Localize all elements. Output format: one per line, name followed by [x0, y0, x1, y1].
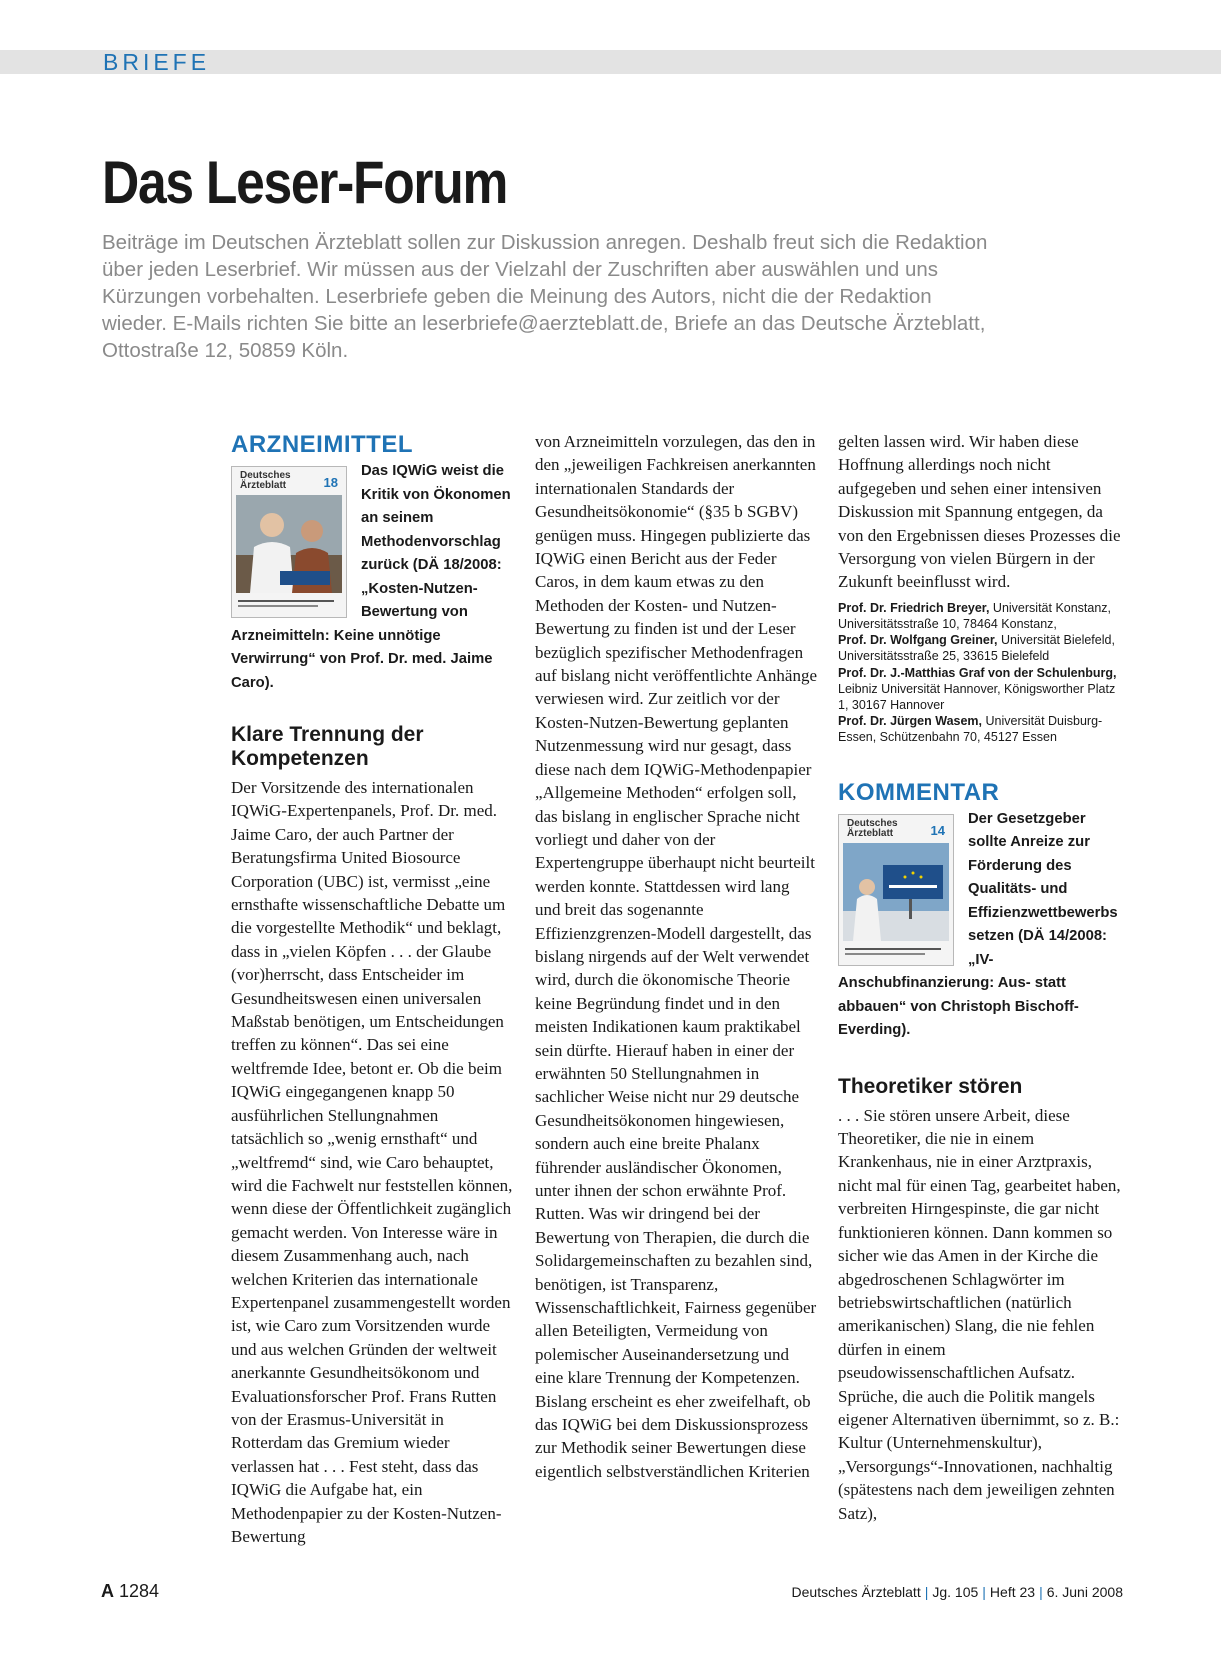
column-2: [535, 430, 819, 1483]
rubric-kommentar: KOMMENTAR: [838, 778, 1000, 806]
publication-info: Deutsches Ärzteblatt | Jg. 105 | Heft 23 | 6. Juni 2008: [791, 1584, 1123, 1600]
subheading-theoretiker: Theoretiker stören: [838, 1074, 1023, 1098]
column-3: [838, 430, 1122, 1525]
author-entry: Prof. Dr. Wolfgang Greiner, Universität Bielefeld, Universitätsstraße 25, 33615 Bielefeld: [838, 633, 1115, 664]
subheading-klare-trennung: Klare Trennung der Kompetenzen: [231, 723, 424, 770]
column-1: [231, 430, 515, 1548]
author-entry: Prof. Dr. Friedrich Breyer, Universität Konstanz, Universitätsstraße 10, 78464 Konstanz,: [838, 600, 1112, 632]
magazine-cover-18: [231, 466, 347, 618]
cover-title: Deutsches Ärzteblatt: [240, 470, 291, 491]
letter-body-part-2: von Arzneimitteln vorzulegen, das den in den „jeweiligen Fachkreisen anerkannten internationalen Standards der Gesundheitsökonomie“ (§35 b SGBV) genügen muss. Hingegen publizierte das IQWiG einen Bericht aus der Feder Caros, in dem kaum etwas zu den Methoden der Kosten- und Nutzen-Bewertung zu finden ist und der Leser bezüglich spezifischer Methodenfragen auf bislang nicht veröffentlichte Anhänge verwiesen wird. Zur zeitlich vor der Kosten-Nutzen-Bewertung geplanten Nutzenmessung wird nur gesagt, dass diese nach dem IQWiG-Methodenpapier „Allgemeine Methoden“ erfolgen soll, das bislang in englischer Sprache nicht vorliegt und daher von der Expertengruppe überhaupt nicht beurteilt werden konnte. Stattdessen wird lang und breit das sogenannte Effizienzgrenzen-Modell dargestellt, das bislang nirgends auf der Welt verwendet wird, durch die ökonomische Theorie keine Begründung findet und in den meisten Indikationen kaum praktikabel sein dürfte. Hierauf haben in einer der erwähnten 50 Stellungnahmen in sachlicher Weise nicht nur 29 deutsche Gesundheitsökonomen hingewiesen, sondern auch eine breite Phalanx führender ausländischer Ökonomen, unter ihnen der schon erwähnte Prof. Rutten. Was wir dringend bei der Bewertung von Therapien, die durch die Solidargemeinschaften zu bezahlen sind, benötigen, ist Transparenz, Wissenschaftlichkeit, Fairness gegenüber allen Beteiligten, Vermeidung von polemischer Auseinandersetzung und eine klare Trennung der Kompetenzen. Bislang erscheint es eher zweifelhaft, ob das IQWiG bei dem Diskussionsprozess zur Methodik seiner Bewertungen diese eigentlich selbstverständlichen Kriterien: [535, 432, 817, 1481]
page-title: Das Leser-Forum: [102, 149, 508, 216]
letter-body-part-1: Der Vorsitzende des internationalen IQWiG-Expertenpanels, Prof. Dr. med. Jaime Caro, der auch Partner der Beratungsfirma United Biosource Corporation (UBC) ist, vermisst „eine ernsthafte wissenschaftliche Debatte um die vorgestellte Methodik“ und beklagt, dass in „vielen Köpfen . . . der Glaube (vor)herrscht, dass Entscheider im Gesundheitswesen einen universalen Maßstab benötigen, um Entscheidungen treffen zu können“. Das sei eine weltfremde Idee, betont er. Ob die beim IQWiG eingegangenen knapp 50 ausführlichen Stellungnahmen tatsächlich so „wenig ernsthaft“ und „weltfremd“ sind, wie Caro behauptet, wird die Fachwelt nur feststellen können, wenn diese der Öffentlichkeit zugänglich gemacht werden. Von Interesse wäre in diesem Zusammenhang auch, nach welchen Kriterien das internationale Expertenpanel zusammengestellt worden ist, wie Caro zum Vorsitzenden wurde und aus welchen Gründen der weltweit anerkannte Gesundheitsökonom und Evaluationsforscher Prof. Frans Rutten von der Erasmus-Universität in Rotterdam das Gremium wieder verlassen hat . . . Fest steht, dass das IQWiG die Aufgabe hat, ein Methodenpapier zu der Kosten-Nutzen-Bewertung: [231, 778, 513, 1546]
section-label: BRIEFE: [103, 49, 211, 75]
lead-kommentar: Der Gesetzgeber sollte Anreize zur Förderung des Qualitäts- und Effizienzwettbewerbs setzen (DÄ 14/2008: „IV-Anschubfinanzierung: Aus- statt abbauen“ von Christoph Bischoff-Everding).: [838, 810, 1118, 1039]
magazine-cover-14: [838, 814, 954, 966]
cover-photo-sign: [843, 843, 949, 941]
author-entry: Prof. Dr. Jürgen Wasem, Universität Duisburg-Essen, Schützenbahn 70, 45127 Essen: [838, 714, 1103, 745]
author-list: [838, 600, 1122, 746]
page-number: A 1284: [101, 1581, 160, 1601]
cover-caption-lines: [236, 597, 342, 613]
kommentar-body: . . . Sie stören unsere Arbeit, diese Theoretiker, die nie in einem Krankenhaus, nie in einer Arztpraxis, nicht mal für einen Tag, gearbeitet haben, verbreiten Hirngespinste, die gar nicht funktionieren können. Dann kommen so sicher wie das Amen in der Kirche die abgedroschenen Schlagwörter im betriebswirtschaftlichen (natürlich amerikanischen) Slang, die nie fehlen dürfen in einem pseudowissenschaftlichen Aufsatz. Sprüche, die auch die Politik mangels eigener Alternativen übernimmt, so z. B.: Kultur (Unternehmenskultur), „Versorgungs“-Innovationen, nachhaltig (spätestens nach dem jeweiligen zehnten Satz),: [838, 1105, 1121, 1523]
letter-body-part-3: gelten lassen wird. Wir haben diese Hoffnung allerdings noch nicht aufgegeben und sehen einer intensiven Diskussion mit Spannung entgegen, da von den Ergebnissen dieses Prozesses die Versorgung von vielen Bürgern in der Zukunft beeinflusst wird.: [838, 432, 1121, 592]
intro-text: Beiträge im Deutschen Ärzteblatt sollen zur Diskussion anregen. Deshalb freut sich die Redaktion über jeden Leserbrief. Wir müssen aus der Vielzahl der Zuschriften aber auswählen und uns Kürzungen vorbehalten. Leserbriefe geben die Meinung des Autors, nicht die der Redaktion wieder. E-Mails richten Sie bitte an leserbriefe@aerzteblatt.de, Briefe an das Deutsche Ärzteblatt, Ottostraße 12, 50859 Köln.: [102, 231, 988, 362]
author-entry: Prof. Dr. J.-Matthias Graf von der Schulenburg, Leibniz Universität Hannover, Königsworther Platz 1, 30167 Hannover: [838, 665, 1117, 713]
lead-arzneimittel: Das IQWiG weist die Kritik von Ökonomen an seinem Methodenvorschlag zurück (DÄ 18/2008: „Kosten-Nutzen-Bewertung von Arzneimitteln: Keine unnötige Verwirrung“ von Prof. Dr. med. Jaime Caro).: [231, 463, 511, 691]
rubric-arzneimittel: ARZNEIMITTEL: [231, 431, 413, 458]
cover-photo-doctors: [236, 495, 342, 593]
cover-issue: 14: [930, 822, 945, 838]
cover-caption-lines: [843, 945, 949, 961]
cover-title: Deutsches Ärzteblatt: [847, 817, 898, 839]
cover-issue: 18: [323, 475, 338, 490]
